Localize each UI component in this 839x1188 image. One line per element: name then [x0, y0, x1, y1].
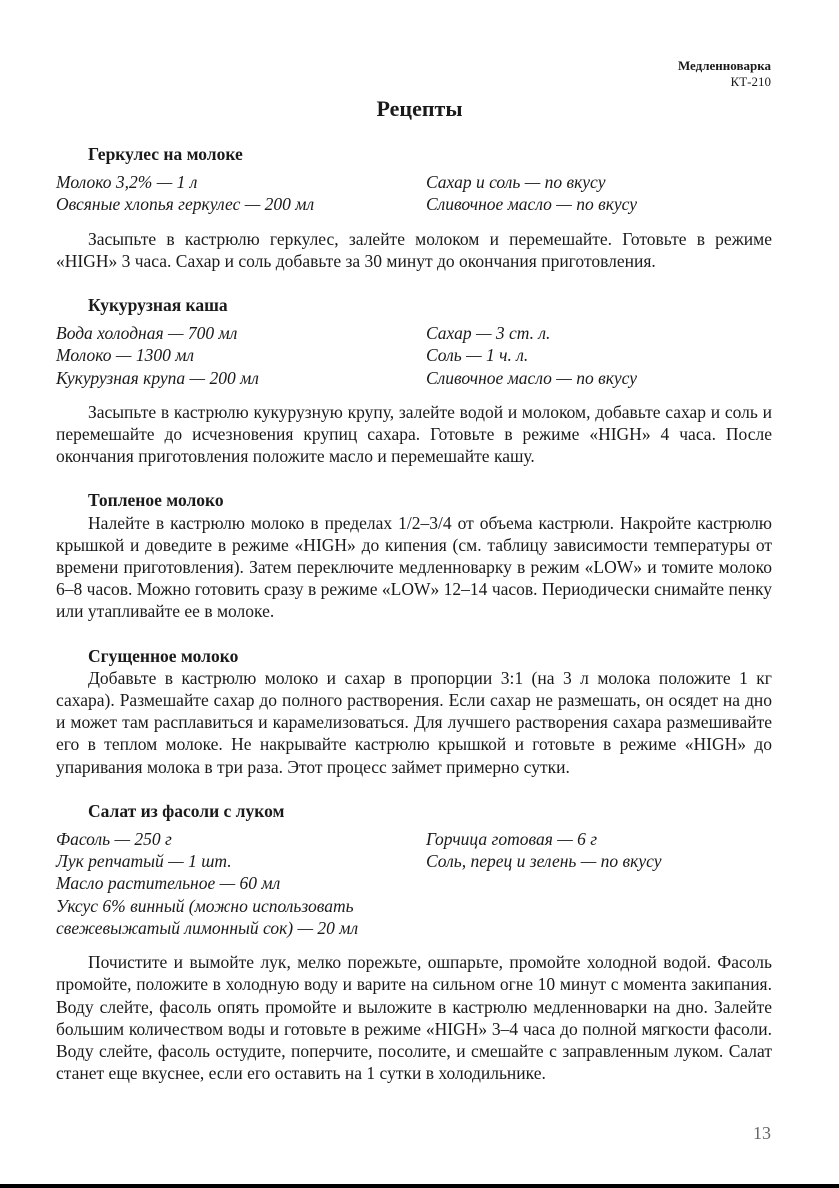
header-brand: Медленноварка — [677, 58, 771, 73]
ingredients-list — [56, 322, 772, 389]
ingredient-item: Сахар — 3 ст. л. — [426, 323, 551, 344]
ingredient-item: Сливочное масло — по вкусу — [426, 194, 638, 215]
ingredients-left — [56, 828, 426, 939]
recipe-heading: Кукурузная каша — [88, 295, 228, 316]
recipe-instructions: Почистите и вымойте лук, мелко порежьте, ошпарьте, промойте холодной водой. Фасоль промойте, положите в холодную воду и варите на сильном огне 10 минут с момента закипания. Воду слейте, фасоль опять промойте и выложите в кастрюлю медленноварки на дно. Залейте большим количеством воды и готовьте в режиме «HIGH» 3–4 часа до полной мягкости фасоли. Воду слейте, фасоль остудите, поперчите, посолите, и смешайте с заправленным луком. Салат станет еще вкуснее, если его оставить на 1 сутки в холодильнике. — [56, 952, 772, 1084]
ingredient-item: Молоко 3,2% — 1 л — [56, 172, 198, 193]
ingredient-item: Сахар и соль — по вкусу — [426, 172, 606, 193]
ingredient-item: Масло растительное — 60 мл — [56, 873, 281, 894]
ingredient-item: Соль — 1 ч. л. — [426, 345, 529, 366]
page-number: 13 — [753, 1123, 771, 1143]
recipe-instructions: Налейте в кастрюлю молоко в пределах 1/2–3/4 от объема кастрюли. Накройте кастрюлю крышкой и доведите в режиме «HIGH» до кипения (см. таблицу зависимости температуры от времени приготовления). Затем переключите медленноварку в режим «LOW» и томите молоко 6–8 часов. Можно готовить сразу в режиме «LOW» 12–14 часов. Периодически снимайте пенку или утапливайте ее в молоке. — [56, 512, 772, 622]
ingredient-item: Уксус 6% винный (можно использовать — [56, 895, 354, 916]
recipes-content — [56, 143, 772, 1084]
ingredients-right — [426, 322, 772, 389]
ingredients-left — [56, 171, 426, 215]
ingredients-list — [56, 828, 772, 939]
ingredients-list — [56, 171, 772, 215]
recipe-instructions: Добавьте в кастрюлю молоко и сахар в пропорции 3:1 (на 3 л молока положите 1 кг сахара). Размешайте сахар до полного растворения. Если сахар не размешать, он осядет на дно и может там расплавиться и карамелизоваться. Для лучшего растворения сахара размешивайте его в теплом молоке. Не накрывайте кастрюлю крышкой и готовьте в режиме «HIGH» до упаривания молока в три раза. Этот процесс займет примерно сутки. — [56, 667, 772, 777]
ingredient-item: Соль, перец и зелень — по вкусу — [426, 851, 662, 872]
ingredient-item: Горчица готовая — 6 г — [426, 829, 598, 850]
bottom-rule — [0, 1184, 839, 1188]
ingredient-item: Вода холодная — 700 мл — [56, 323, 238, 344]
ingredient-item: Лук репчатый — 1 шт. — [56, 851, 232, 872]
ingredient-item: Сливочное масло — по вкусу — [426, 367, 638, 388]
recipe-instructions: Засыпьте в кастрюлю кукурузную крупу, залейте водой и молоком, добавьте сахар и соль и перемешайте до исчезновения крупиц сахара. Готовьте в режиме «HIGH» 4 часа. После окончания приготовления положите масло и перемешайте кашу. — [56, 401, 772, 467]
ingredients-left — [56, 322, 426, 389]
ingredient-item: Овсяные хлопья геркулес — 200 мл — [56, 194, 315, 215]
ingredient-item: Кукурузная крупа — 200 мл — [56, 367, 259, 388]
recipe-heading: Сгущенное молоко — [88, 645, 239, 666]
header-model: КТ-210 — [730, 74, 771, 89]
ingredients-right — [426, 828, 772, 939]
ingredient-item: Молоко — 1300 мл — [56, 345, 194, 366]
ingredient-item: свежевыжатый лимонный сок) — 20 мл — [56, 917, 359, 938]
recipe-instructions: Засыпьте в кастрюлю геркулес, залейте молоком и перемешайте. Готовьте в режиме «HIGH» 3 часа. Сахар и соль добавьте за 30 минут до окончания приготовления. — [56, 228, 772, 271]
ingredient-item: Фасоль — 250 г — [56, 829, 172, 850]
page-title: Рецепты — [376, 96, 463, 121]
recipe-heading: Топленое молоко — [88, 490, 224, 511]
ingredients-right — [426, 171, 772, 215]
recipe-heading: Геркулес на молоке — [88, 144, 243, 164]
page-header — [678, 58, 771, 90]
recipe-heading: Салат из фасоли с луком — [88, 800, 285, 821]
